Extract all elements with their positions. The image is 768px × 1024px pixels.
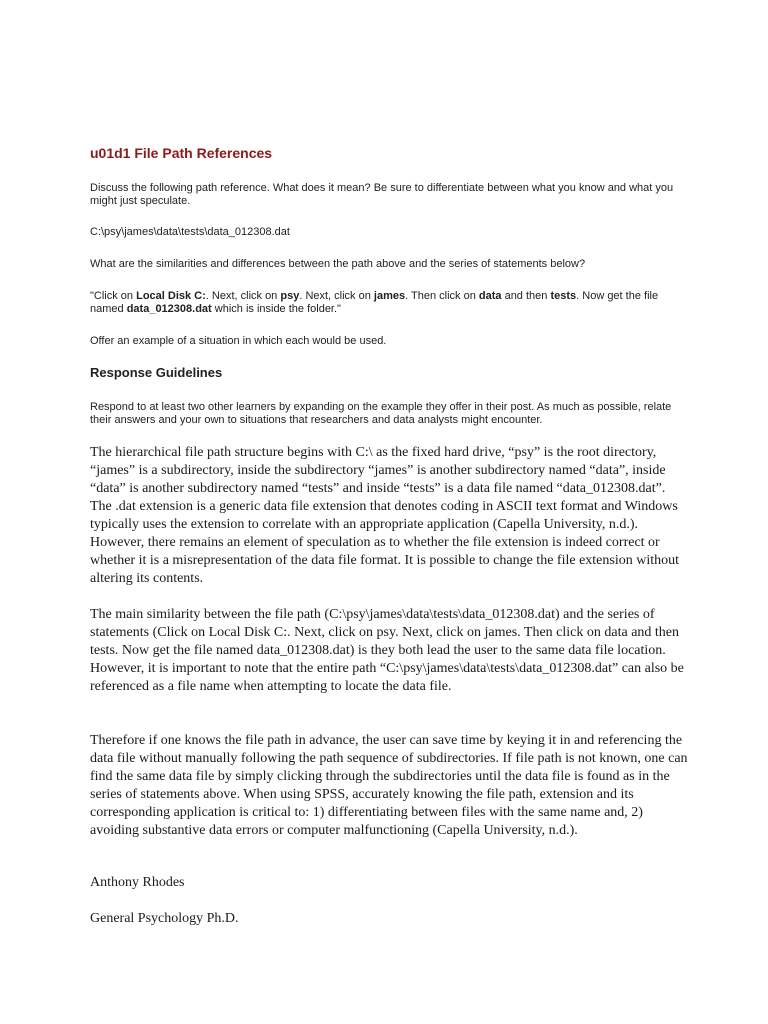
statement-bold: Local Disk C: [136, 290, 206, 302]
statement-bold: james [373, 290, 406, 302]
prompt-question: What are the similarities and differences between the path above and the series of statements below? [90, 258, 586, 270]
statement-bold: data_012308.dat [126, 303, 212, 315]
statement-text: . Next, click on [205, 290, 281, 302]
page-title: u01d1 File Path References [90, 145, 273, 161]
statement-bold: tests [550, 290, 577, 302]
author-name: Anthony Rhodes [90, 875, 185, 890]
statement-text: which is inside the folder." [211, 303, 341, 315]
statement-bold: data [478, 290, 502, 302]
response-paragraph-3: Therefore if one knows the file path in advance, the user can save time by keying it in and referencing the data file without manually following the path sequence of subdirectories. If file path is not known, one can find the same data file by simply clicking through the subdirectories until the data file is found as in the series of statements above. When using SPSS, accurately knowing the file path, extension and its corresponding application is critical to: 1) differentiating between files with the same name and, 2) avoiding substantive data errors or computer malfunctioning (Capella University, n.d.). [90, 733, 688, 838]
response-guidelines-heading: Response Guidelines [90, 365, 223, 380]
response-guidelines-text: Respond to at least two other learners by expanding on the example they offer in their post. As much as possible, relate their answers and your own to situations that researchers and data analysts might encounter. [90, 401, 672, 426]
statement-text: "Click on [90, 290, 137, 302]
author-degree: General Psychology Ph.D. [90, 911, 239, 926]
click-statement [90, 290, 680, 316]
statement-text: . Then click on [405, 290, 479, 302]
statement-bold: psy [280, 290, 300, 302]
statement-text: . Next, click on [299, 290, 374, 302]
file-path-reference: C:\psy\james\data\tests\data_012308.dat [90, 226, 290, 238]
statement-text: . Now get the file named [90, 290, 659, 315]
prompt-intro: Discuss the following path reference. What does it mean? Be sure to differentiate between what you know and what you might just speculate. [90, 182, 674, 207]
statement-text: and then [501, 290, 551, 302]
example-request: Offer an example of a situation in which each would be used. [90, 335, 387, 347]
response-paragraph-2: The main similarity between the file path (C:\psy\james\data\tests\data_012308.dat) and the series of statements (Click on Local Disk C:. Next, click on psy. Next, click on james. Then click on data and then tests. Now get the file named data_012308.dat) is they both lead the user to the same data file location. However, it is important to note that the entire path “C:\psy\james\data\tests\data_012308.dat” can also be referenced as a file name when attempting to locate the data file. [90, 607, 684, 694]
response-paragraph-1: The hierarchical file path structure begins with C:\ as the fixed hard drive, “psy” is the root directory, “james” is a subdirectory, inside the subdirectory “james” is another subdirectory named “data”, inside “data” is another subdirectory named “tests” and inside “tests” is a data file named “data_012308.dat”. The .dat extension is a generic data file extension that denotes coding in ASCII text format and Windows typically uses the extension to correlate with an appropriate application (Capella University, n.d.). However, there remains an element of speculation as to whether the file extension is indeed correct or whether it is a misrepresentation of the data file format. It is possible to change the file extension without altering its contents. [90, 445, 680, 586]
